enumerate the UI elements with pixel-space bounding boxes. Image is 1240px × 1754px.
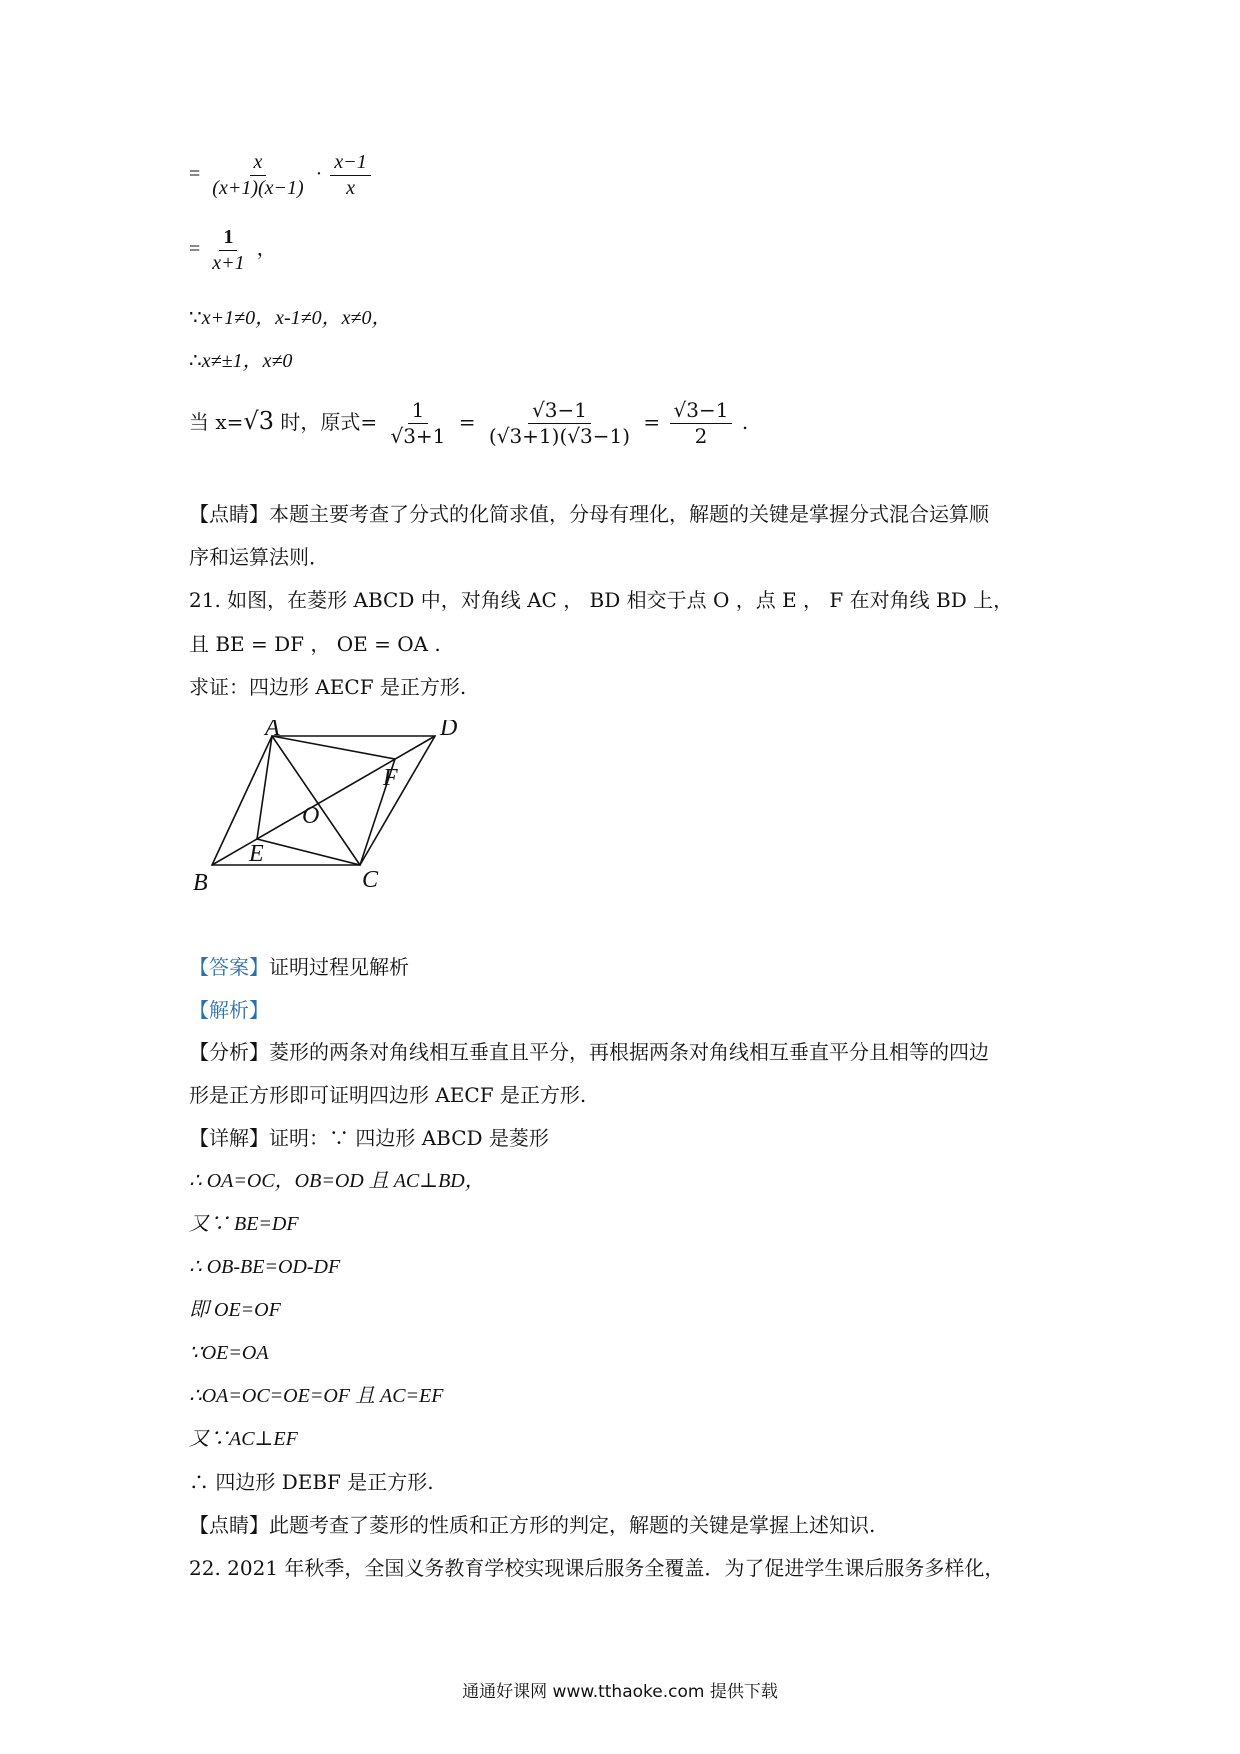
question-21-line-3: 求证：四边形 AECF 是正方形. [189, 675, 467, 699]
note-2: 【点睛】此题考查了菱形的性质和正方形的判定，解题的关键是掌握上述知识. [189, 1513, 876, 1537]
note-line-1: 【点睛】本题主要考查了分式的化简求值，分母有理化，解题的关键是掌握分式混合运算顺 [189, 502, 989, 526]
footer-source: 通通好课网 www.tthaoke.com 提供下载 [462, 1682, 778, 1702]
answer-tag: 【答案】 [189, 955, 269, 979]
question-22: 22. 2021 年秋季，全国义务教育学校实现课后服务全覆盖．为了促进学生课后服务多样化， [189, 1556, 1005, 1580]
analysis-tag: 【解析】 [189, 998, 269, 1022]
proof-line-2: ∴ OA=OC，OB=OD 且 AC⊥BD， [189, 1170, 485, 1192]
proof-line-9: ∴ 四边形 DEBF 是正方形. [189, 1470, 434, 1494]
fraction: $\frac{x}{(x+1)(x-1)}$ [212, 151, 304, 199]
label-a: A [265, 720, 280, 741]
label-f: F [383, 765, 398, 791]
diagonal-bd [212, 736, 435, 865]
proof-line-4: ∴ OB-BE=OD-DF [189, 1256, 341, 1278]
formula-step-1: = $\frac{x}{(x+1)(x-1)}$ · $\frac{x-1}{x}$ [189, 150, 374, 201]
label-o: O [302, 803, 320, 829]
label-e: E [249, 841, 264, 867]
fraction: $\frac{1}{√3+1}$ [390, 398, 446, 448]
square-aecf [257, 736, 395, 865]
fraction: $\frac{√3-1}{2}$ [670, 398, 733, 449]
question-21-line-1: 21. 如图，在菱形 ABCD 中，对角线 AC ， BD 相交于点 O ，点 E ， F 在对角线 BD 上， [189, 588, 1014, 612]
question-21-line-2: 且 BE = DF ， OE = OA . [189, 632, 441, 656]
proof-line-3: 又∵ BE=DF [189, 1213, 299, 1235]
label-c: C [362, 867, 379, 893]
answer-line: 【答案】证明过程见解析 [189, 955, 409, 979]
label-d: D [440, 720, 458, 741]
rhombus-figure [185, 720, 485, 910]
proof-line-5: 即 OE=OF [189, 1299, 281, 1321]
label-b: B [193, 870, 208, 896]
condition-line-2: ∴x≠±1，x≠0 [189, 350, 293, 372]
note-line-2: 序和运算法则． [189, 545, 329, 569]
analysis-line-2: 形是正方形即可证明四边形 AECF 是正方形. [189, 1083, 587, 1107]
proof-line-1: 【详解】证明：∵ 四边形 ABCD 是菱形 [189, 1126, 549, 1150]
fraction: $\frac{x-1}{x}$ [330, 150, 370, 201]
fraction: $\frac{1}{x+1}$ [212, 226, 245, 274]
fraction: $\frac{√3-1}{(√3+1)(√3-1)}$ [488, 398, 631, 448]
proof-line-6: ∵OE=OA [189, 1342, 269, 1364]
formula-step-3: 当 x=√3 时，原式= $\frac{1}{√3+1}$ = $\frac{√3-1}{(√3+1)(√3-1)}$ = $\frac{√3-1}{2}$ . [189, 398, 749, 448]
proof-line-7: ∴OA=OC=OE=OF 且 AC=EF [189, 1385, 444, 1407]
condition-line-1: ∵x+1≠0，x-1≠0，x≠0， [189, 307, 392, 329]
formula-step-2: = $\frac{1}{x+1}$ ， [189, 226, 277, 274]
analysis-line-1: 【分析】菱形的两条对角线相互垂直且平分，再根据两条对角线相互垂直平分且相等的四边 [189, 1040, 989, 1064]
proof-line-8: 又∵AC⊥EF [189, 1428, 298, 1450]
